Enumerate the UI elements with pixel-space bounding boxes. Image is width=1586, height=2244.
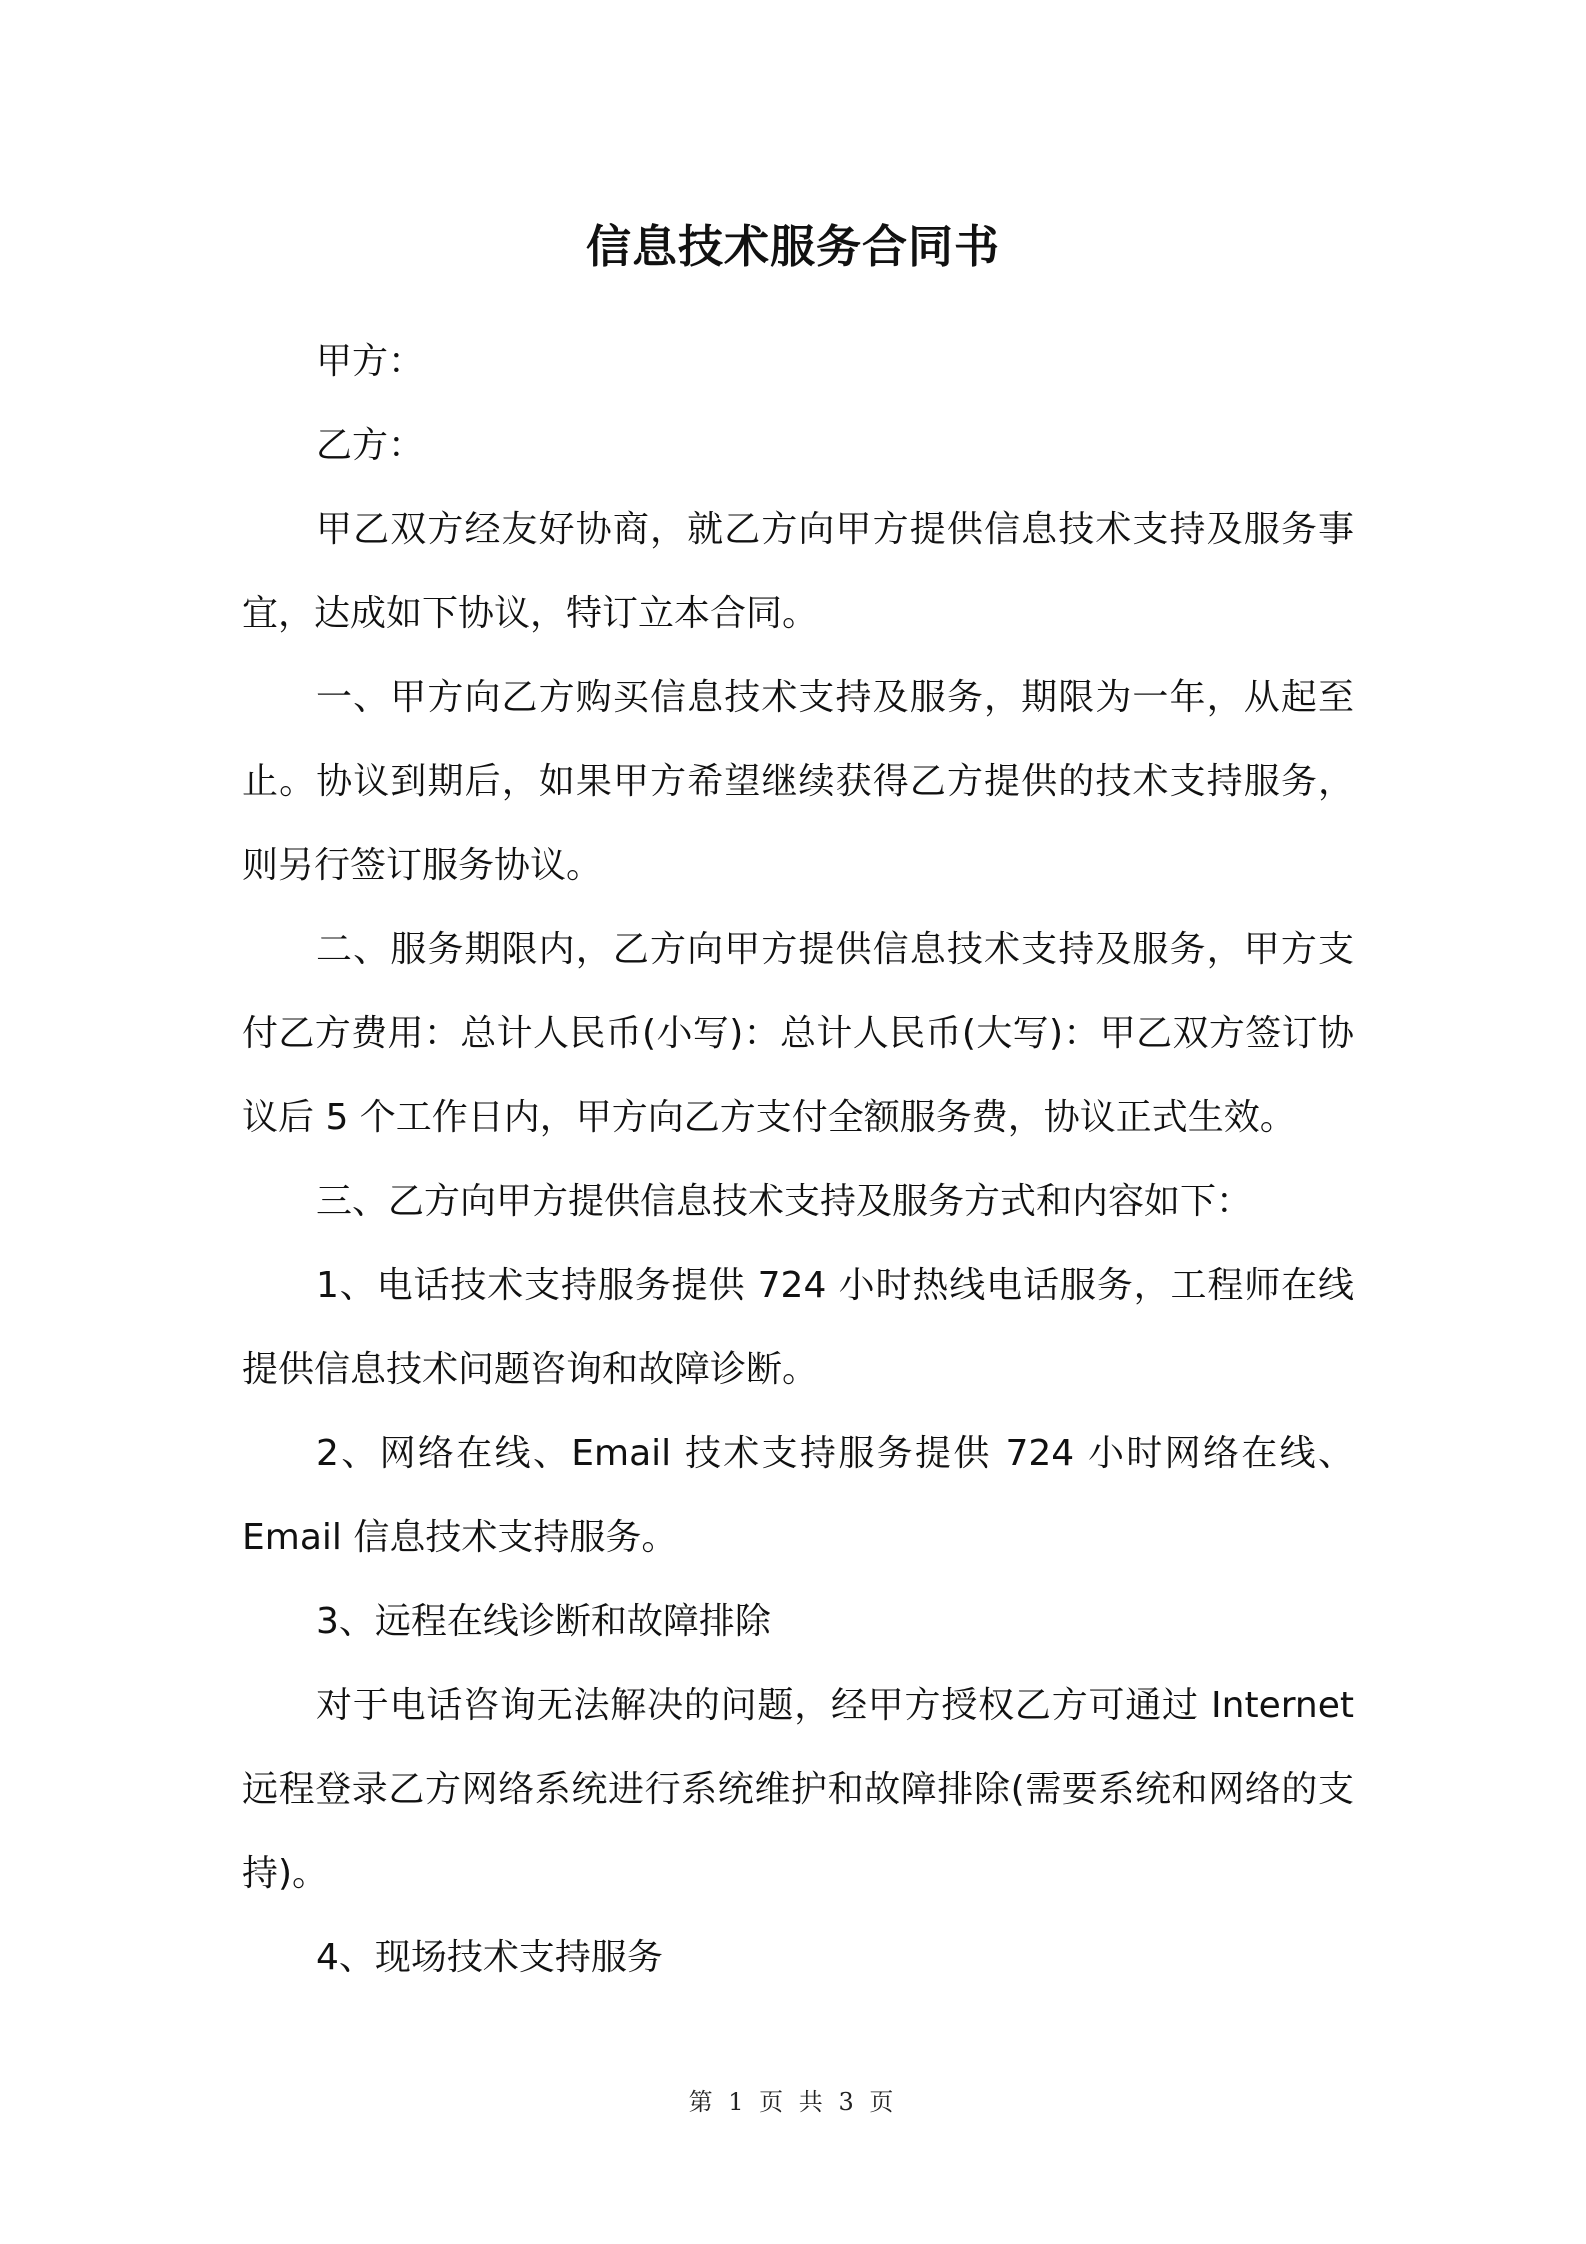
item-one-paragraph: 1、电话技术支持服务提供 724 小时热线电话服务，工程师在线提供信息技术问题咨询和故障诊断。 [242, 1265, 1354, 1390]
clause-three-heading: 三、乙方向甲方提供信息技术支持及服务方式和内容如下： [316, 1181, 1253, 1222]
item-two-paragraph: 2、网络在线、Email 技术支持服务提供 724 小时网络在线、Email 信息技术支持服务。 [242, 1433, 1354, 1558]
party-b-line: 乙方： [316, 425, 425, 466]
document-body [242, 320, 1354, 2000]
document-title: 信息技术服务合同书 [585, 220, 1000, 273]
item-three-heading: 3、远程在线诊断和故障排除 [316, 1601, 771, 1642]
intro-paragraph: 甲乙双方经友好协商，就乙方向甲方提供信息技术支持及服务事宜，达成如下协议，特订立本合同。 [242, 509, 1354, 634]
item-three-paragraph: 对于电话咨询无法解决的问题，经甲方授权乙方可通过 Internet 远程登录乙方网络系统进行系统维护和故障排除(需要系统和网络的支持)。 [242, 1685, 1354, 1894]
clause-two-paragraph: 二、服务期限内，乙方向甲方提供信息技术支持及服务，甲方支付乙方费用：总计人民币(小写)：总计人民币(大写)：甲乙双方签订协议后 5 个工作日内，甲方向乙方支付全额服务费，协议正式生效。 [242, 929, 1354, 1138]
page-number-footer: 第 1 页 共 3 页 [688, 2088, 898, 2116]
clause-one-paragraph: 一、甲方向乙方购买信息技术支持及服务，期限为一年，从起至止。协议到期后，如果甲方希望继续获得乙方提供的技术支持服务，则另行签订服务协议。 [242, 677, 1354, 886]
item-four-heading: 4、现场技术支持服务 [316, 1937, 663, 1978]
party-a-line: 甲方： [316, 341, 425, 382]
